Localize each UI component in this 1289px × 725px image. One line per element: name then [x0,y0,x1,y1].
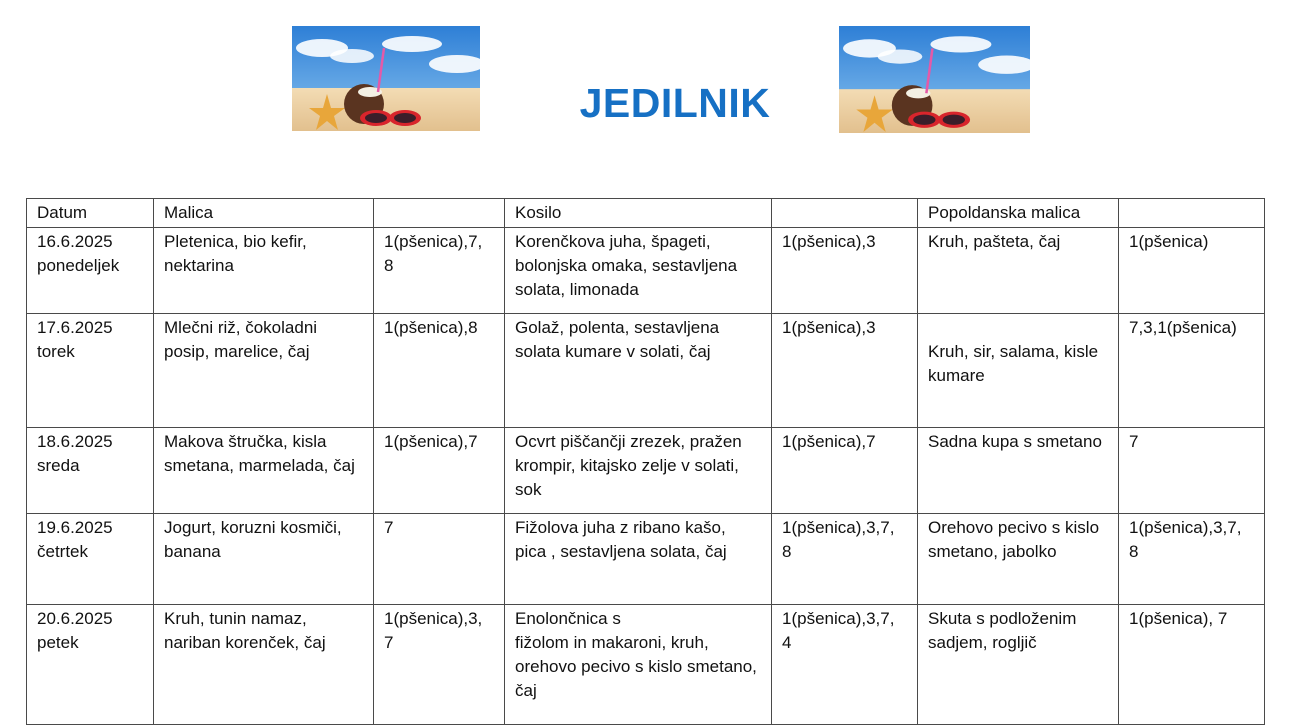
popoldanska-allergens-cell: 1(pšenica), 7 [1119,605,1265,725]
kosilo-cell [505,605,772,725]
popoldanska-allergens-cell: 7 [1119,428,1265,514]
date-text: 17.6.2025 [37,318,113,337]
kosilo-cell: Ocvrt piščančji zrezek, pražen krompir, kitajsko zelje v solati, sok [505,428,772,514]
table-row [27,428,1265,514]
popoldanska-allergens-cell: 7,3,1(pšenica) [1119,314,1265,428]
popoldanska-allergens-cell: 1(pšenica) [1119,228,1265,314]
popoldanska-cell: Orehovo pecivo s kislo smetano, jabolko [918,514,1119,605]
header-cell-malica-allergens [374,199,505,228]
header-cell-kosilo-allergens [772,199,918,228]
menu-table [26,198,1265,725]
malica-cell: Jogurt, koruzni kosmiči, banana [154,514,374,605]
date-cell [27,428,154,514]
malica-allergens-cell: 7 [374,514,505,605]
page-title: JEDILNIK [579,80,771,126]
popoldanska-cell: Skuta s podloženim sadjem, rogljič [918,605,1119,725]
kosilo-allergens-cell: 1(pšenica),7 [772,428,918,514]
table-row [27,314,1265,428]
malica-cell: Mlečni riž, čokoladni posip, marelice, čaj [154,314,374,428]
kosilo-line-2: fižolom in makaroni, kruh, orehovo pecivo s kislo smetano, čaj [515,633,757,700]
popoldanska-cell: Kruh, pašteta, čaj [918,228,1119,314]
kosilo-allergens-cell: 1(pšenica),3,7, 4 [772,605,918,725]
beach-image-left [292,26,480,131]
malica-cell: Pletenica, bio kefir, nektarina [154,228,374,314]
date-cell [27,514,154,605]
header-cell-malica: Malica [154,199,374,228]
malica-allergens-cell: 1(pšenica),7 [374,428,505,514]
popoldanska-cell: Kruh, sir, salama, kisle kumare [918,314,1119,428]
popoldanska-cell: Sadna kupa s smetano [918,428,1119,514]
kosilo-allergens-cell: 1(pšenica),3 [772,228,918,314]
table-row [27,514,1265,605]
header-cell-popoldanska-allergens [1119,199,1265,228]
day-text: torek [37,342,75,361]
day-text: petek [37,633,79,652]
day-text: sreda [37,456,80,475]
malica-allergens-cell: 1(pšenica),7, 8 [374,228,505,314]
malica-cell: Makova štručka, kisla smetana, marmelada, čaj [154,428,374,514]
day-text: ponedeljek [37,256,120,275]
header-cell-kosilo: Kosilo [505,199,772,228]
kosilo-cell: Korenčkova juha, špageti, bolonjska omaka, sestavljena solata, limonada [505,228,772,314]
date-text: 19.6.2025 [37,518,113,537]
date-cell [27,605,154,725]
kosilo-cell: Fižolova juha z ribano kašo, pica , sestavljena solata, čaj [505,514,772,605]
table-row [27,605,1265,725]
day-text: četrtek [37,542,89,561]
date-text: 18.6.2025 [37,432,113,451]
malica-allergens-cell: 1(pšenica),3, 7 [374,605,505,725]
header-cell-date: Datum [27,199,154,228]
kosilo-cell: Golaž, polenta, sestavljena solata kumare v solati, čaj [505,314,772,428]
beach-image-right [839,26,1030,133]
kosilo-line-1: Enolončnica s [515,609,621,628]
header-cell-popoldanska: Popoldanska malica [918,199,1119,228]
table-row [27,228,1265,314]
date-cell [27,228,154,314]
date-text: 16.6.2025 [37,232,113,251]
malica-cell: Kruh, tunin namaz, nariban korenček, čaj [154,605,374,725]
kosilo-allergens-cell: 1(pšenica),3 [772,314,918,428]
popoldanska-allergens-cell: 1(pšenica),3,7, 8 [1119,514,1265,605]
kosilo-allergens-cell: 1(pšenica),3,7, 8 [772,514,918,605]
date-cell [27,314,154,428]
malica-allergens-cell: 1(pšenica),8 [374,314,505,428]
date-text: 20.6.2025 [37,609,113,628]
table-header-row [27,199,1265,228]
